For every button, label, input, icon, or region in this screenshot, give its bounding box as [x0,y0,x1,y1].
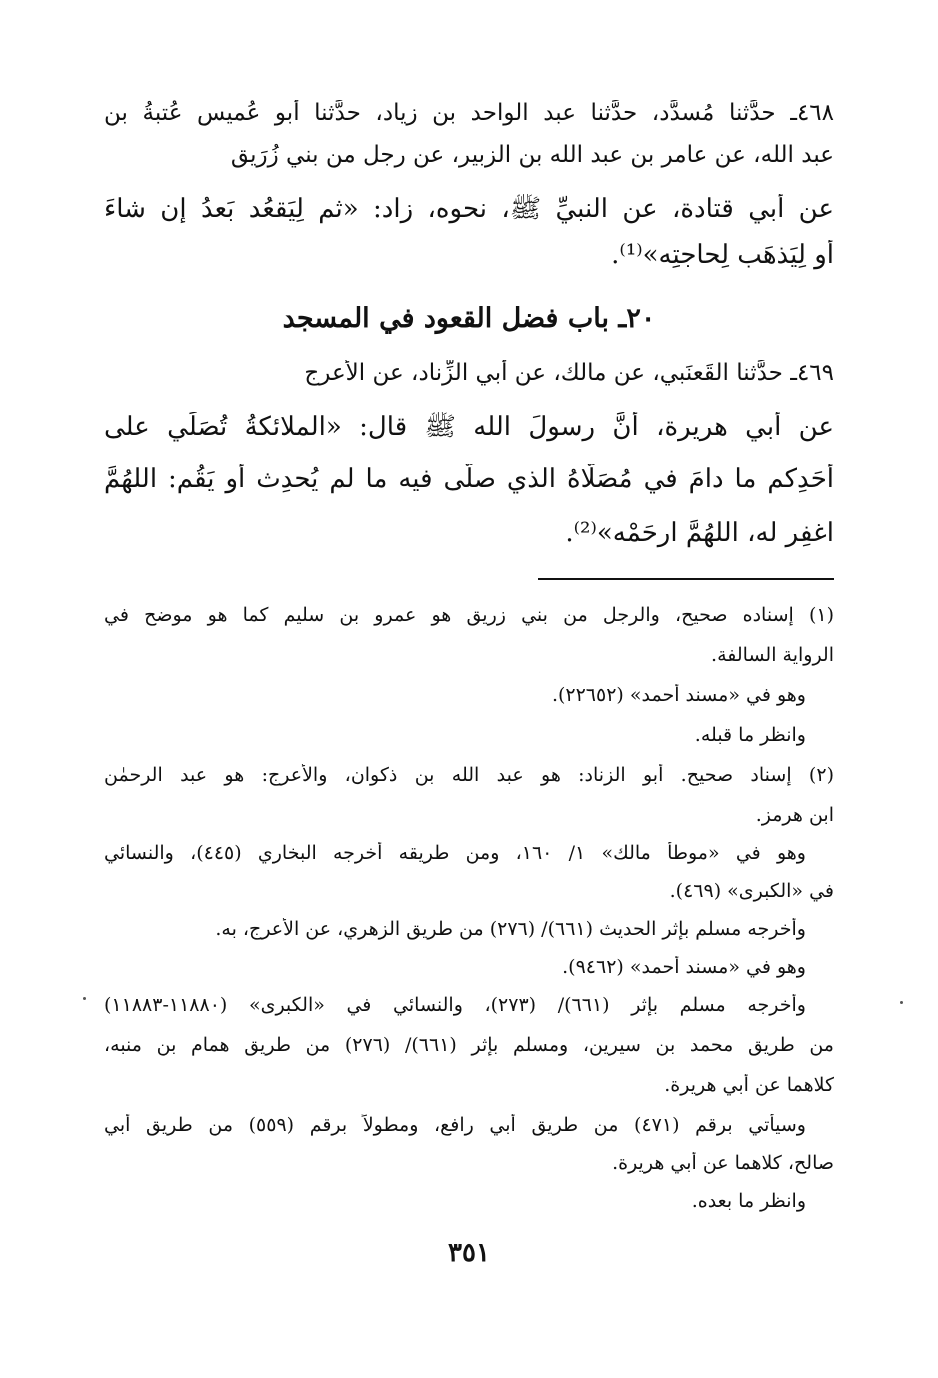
page-number: ٣٥١ [448,1238,490,1268]
footnote-line: وأخرجه مسلم بإثر الحديث (٦٦١)/ (٢٧٦) من طريق الزهري، عن الأعرج، به. [215,918,806,940]
hadith-468-isnad-line-1: ٤٦٨ـ حدَّثنا مُسدَّد، حدَّثنا عبد الواحد بن زياد، حدَّثنا أبو عُميس عُتبةُ بن [104,100,834,126]
footnote-line: في «الكبرى» (٤٦٩). [669,880,834,902]
footnote-line: الرواية السالفة. [711,644,834,666]
footnote-line: (١) إسناده صحيح، والرجل من بني زريق هو عمرو بن سليم كما هو موضح في [104,604,834,626]
footnote-separator [538,578,834,580]
hadith-469-isnad-line-1: ٤٦٩ـ حدَّثنا القَعنَبي، عن مالك، عن أبي الزِّناد، عن الأعرج [304,360,834,386]
footnote-line: وسيأتي برقم (٤٧١) من طريق أبي رافع، ومطولاً برقم (٥٥٩) من طريق أبي [104,1114,806,1136]
footnote-line: (٢) إسناد صحيح. أبو الزناد: هو عبد الله بن ذكوان، والأعرج: هو عبد الرحمٰن [104,764,834,786]
footnote-line: وهو في «مسند أحمد» (٩٤٦٢). [562,956,806,978]
footnote-line: صالح، كلاهما عن أبي هريرة. [612,1152,834,1174]
hadith-469-matn-line-2: أحَدِكم ما دامَ في مُصَلّاهُ الذي صلَّى فيه ما لم يُحدِث أو يَقُم: اللهُمَّ [104,464,834,494]
hadith-469-matn-line-1: عن أبي هريرة، أنَّ رسولَ الله ﷺ قال: «الملائكةُ تُصَلِّي على [104,412,834,442]
footnote-line: وانظر ما بعده. [691,1190,806,1212]
footnote-line: وانظر ما قبله. [694,724,806,746]
hadith-469-matn-line-3: اغفِر له، اللهُمَّ ارحَمْه»⁽²⁾. [565,518,834,548]
footnote-line: كلاهما عن أبي هريرة. [664,1074,834,1096]
scan-speck [83,997,86,1000]
footnote-line: من طريق محمد بن سيرين، ومسلم بإثر (٦٦١)/ (٢٧٦) من طريق همام بن منبه، [104,1034,834,1056]
footnote-line: ابن هرمز. [755,804,834,826]
footnote-line: وهو في «مسند أحمد» (٢٢٦٥٢). [551,684,806,706]
hadith-468-matn-line-2: أو لِيَذهَب لِحاجتِه»⁽¹⁾. [611,240,834,270]
hadith-468-matn-line-1: عن أبي قتادة، عن النبيِّ ﷺ، نحوه، زاد: «ثم لِيَقعُد بَعدُ إن شاءَ [104,194,834,224]
footnote-line: وأخرجه مسلم بإثر (٦٦١)/ (٢٧٣)، والنسائي في «الكبرى» (١١٨٨٠-١١٨٨٣) [104,994,806,1016]
scan-speck [900,1001,903,1004]
hadith-468-isnad-line-2: عبد الله، عن عامر بن عبد الله بن الزبير، عن رجل من بني زُرَيق [230,142,834,168]
footnote-line: وهو في «موطأ مالك» ١/ ١٦٠، ومن طريقه أخرجه البخاري (٤٤٥)، والنسائي [104,842,806,864]
chapter-heading: ٢٠ـ باب فضل القعود في المسجد [282,303,656,334]
